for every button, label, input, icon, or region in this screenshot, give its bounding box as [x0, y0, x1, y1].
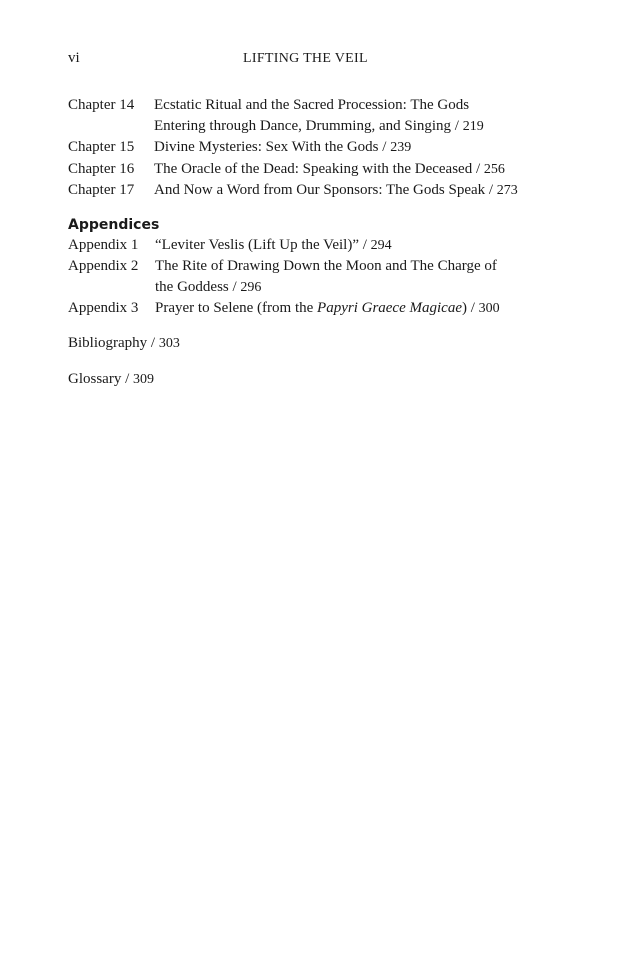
- toc-entry-bibliography: [68, 333, 568, 355]
- chapter-page: 273: [496, 183, 518, 198]
- chapter-title: [154, 159, 568, 181]
- backmatter-title: Glossary /: [68, 371, 133, 387]
- chapter-label: Chapter 14: [68, 97, 135, 113]
- appendix-page: 300: [478, 301, 500, 316]
- appendix-title-text: The Rite of Drawing Down the Moon and The Charge of the Goddess /: [155, 258, 497, 295]
- appendix-page: 294: [370, 237, 392, 253]
- toc-entry-appendix-3: [68, 298, 568, 320]
- backmatter-page: 309: [133, 372, 154, 387]
- appendix-title: [155, 256, 568, 298]
- appendix-title-text-after: ) /: [461, 300, 479, 316]
- chapter-page: 239: [390, 140, 412, 155]
- page-number: vi: [68, 50, 80, 66]
- chapter-title-text: And Now a Word from Our Sponsors: The Gods Speak /: [154, 182, 497, 198]
- chapter-title: [154, 137, 568, 159]
- appendix-label: Appendix 2: [68, 258, 139, 274]
- chapter-page: 219: [462, 118, 484, 134]
- appendix-title-italic: Papyri Graece Magicae: [317, 300, 462, 316]
- chapter-label: Chapter 16: [68, 160, 135, 177]
- toc-entry-glossary: [68, 369, 568, 391]
- appendix-title-text: Prayer to Selene (from the: [155, 300, 318, 316]
- running-head: LIFTING THE VEIL: [243, 51, 368, 66]
- appendix-label: Appendix 3: [68, 300, 139, 316]
- chapter-page: 256: [483, 161, 505, 177]
- chapter-title-text: Divine Mysteries: Sex With the Gods /: [154, 139, 391, 155]
- toc-entry-chapter-15: [68, 137, 568, 159]
- toc-entry-appendix-2: [68, 256, 568, 298]
- table-of-contents: [68, 95, 568, 391]
- chapter-title: [154, 180, 568, 202]
- appendix-title: [155, 298, 568, 320]
- backmatter-title: Bibliography /: [68, 334, 159, 351]
- toc-entry-chapter-16: [68, 159, 568, 181]
- chapter-label: Chapter 15: [68, 139, 135, 155]
- chapter-title: [154, 95, 568, 137]
- appendices-heading: Appendices: [68, 216, 160, 233]
- toc-entry-appendix-1: [68, 235, 568, 257]
- chapter-title-text: The Oracle of the Dead: Speaking with the Deceased /: [154, 160, 484, 177]
- chapter-label: Chapter 17: [68, 182, 135, 198]
- appendix-title: [155, 235, 568, 257]
- chapter-title-text: Ecstatic Ritual and the Sacred Procession: The Gods Entering through Dance, Drumming, and Singing /: [154, 97, 470, 134]
- appendix-page: 296: [240, 279, 262, 295]
- appendix-label: Appendix 1: [68, 236, 139, 253]
- toc-entry-chapter-14: [68, 95, 568, 137]
- toc-entry-chapter-17: [68, 180, 568, 202]
- appendix-title-text: “Leviter Veslis (Lift Up the Veil)” /: [155, 236, 371, 253]
- backmatter-page: 303: [158, 335, 180, 351]
